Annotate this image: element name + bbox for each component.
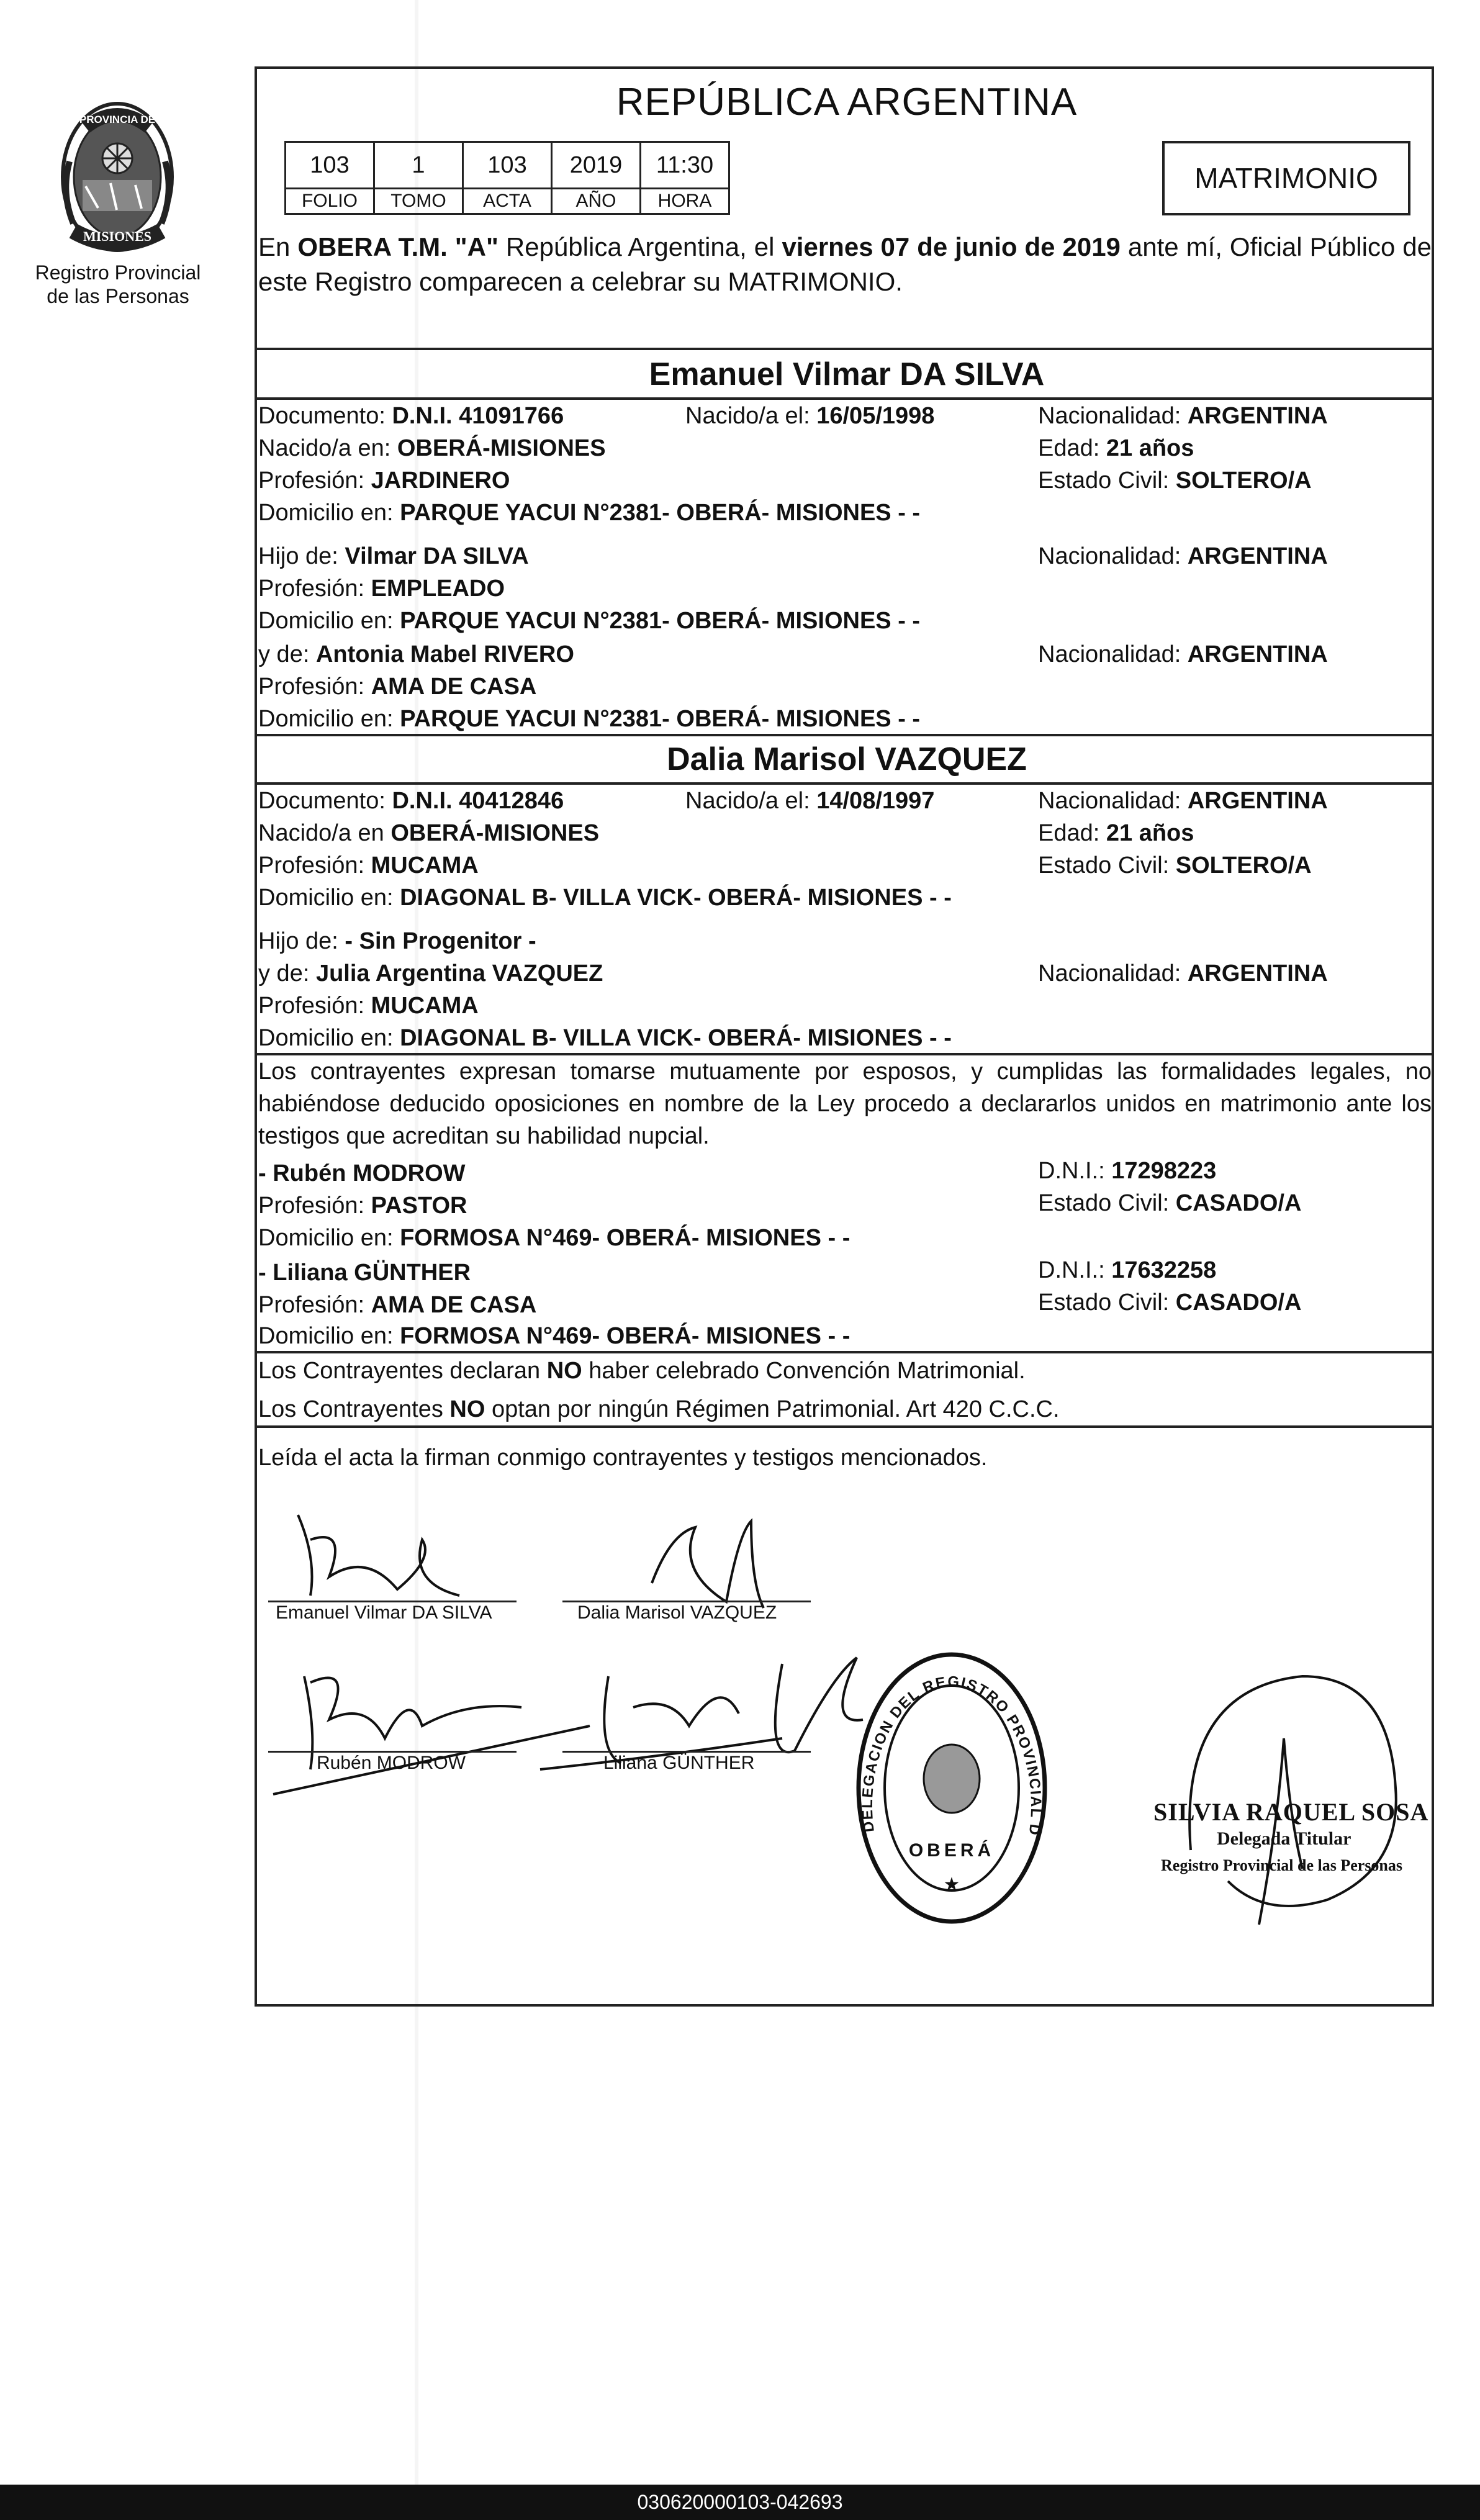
- bride-madre-domicilio: Domicilio en: DIAGONAL B- VILLA VICK- OBERÁ- MISIONES - -: [258, 1025, 952, 1051]
- witness1-domicilio: Domicilio en: FORMOSA N°469- OBERÁ- MISIONES - -: [258, 1225, 851, 1251]
- stamp-ring-text: DELEGACION DEL REGISTRO PROVINCIAL D: [859, 1673, 1045, 1838]
- groom-edad: Edad: 21 años: [1038, 435, 1194, 461]
- groom-documento: Documento: D.N.I. 41091766: [258, 403, 564, 429]
- folio-value: 103: [286, 142, 374, 189]
- groom-madre-domicilio: Domicilio en: PARQUE YACUI N°2381- OBERÁ- MISIONES - -: [258, 706, 921, 732]
- divider: [255, 348, 1434, 350]
- witness2-dni: D.N.I.: 17632258: [1038, 1257, 1217, 1283]
- groom-profesion: Profesión: JARDINERO: [258, 467, 510, 494]
- document-code-bar: 030620000103-042693: [0, 2485, 1480, 2520]
- groom-signature: [273, 1502, 472, 1614]
- official-organization: Registro Provincial de las Personas: [1161, 1856, 1403, 1874]
- acta-label: ACTA: [463, 189, 552, 214]
- bride-nacionalidad: Nacionalidad: ARGENTINA: [1038, 788, 1328, 814]
- groom-domicilio: Domicilio en: PARQUE YACUI N°2381- OBERÁ- MISIONES - -: [258, 500, 921, 526]
- bride-madre-profesion: Profesión: MUCAMA: [258, 993, 479, 1019]
- divider: [255, 1425, 1434, 1428]
- bride-estado-civil: Estado Civil: SOLTERO/A: [1038, 852, 1312, 878]
- anio-label: AÑO: [552, 189, 641, 214]
- emblem-text-top: PROVINCIA DE: [79, 114, 156, 125]
- bride-padre: Hijo de: - Sin Progenitor -: [258, 928, 536, 954]
- tomo-value: 1: [374, 142, 463, 189]
- witness2-signature: [534, 1639, 869, 1800]
- bride-signature-label: Dalia Marisol VAZQUEZ: [577, 1602, 777, 1623]
- tomo-label: TOMO: [374, 189, 463, 214]
- groom-nacido-el: Nacido/a el: 16/05/1998: [685, 403, 935, 429]
- bride-edad: Edad: 21 años: [1038, 820, 1194, 846]
- hora-label: HORA: [641, 189, 729, 214]
- witness1-profesion: Profesión: PASTOR: [258, 1193, 467, 1219]
- witness1-dni: D.N.I.: 17298223: [1038, 1158, 1217, 1184]
- witness1-signature-label: Rubén MODROW: [317, 1753, 466, 1773]
- witness1-name: - Rubén MODROW: [258, 1160, 466, 1186]
- hora-value: 11:30: [641, 142, 729, 189]
- bride-name-heading: Dalia Marisol VAZQUEZ: [667, 741, 1027, 777]
- province-emblem-logo: [48, 93, 186, 261]
- groom-padre-nacionalidad: Nacionalidad: ARGENTINA: [1038, 543, 1328, 569]
- groom-padre: Hijo de: Vilmar DA SILVA: [258, 543, 529, 569]
- official-name: SILVIA RAQUEL SOSA: [1153, 1798, 1429, 1826]
- stamp-center-text: OBERÁ: [908, 1840, 995, 1861]
- logo-caption-line1: Registro Provincial: [35, 261, 201, 284]
- intro-place: OBERA T.M. "A": [297, 232, 499, 261]
- groom-madre-profesion: Profesión: AMA DE CASA: [258, 674, 537, 700]
- logo-caption-line2: de las Personas: [47, 285, 189, 307]
- convencion-line1: Los Contrayentes declaran NO haber celebrado Convención Matrimonial.: [258, 1358, 1026, 1384]
- bride-signature: [615, 1509, 801, 1614]
- bride-nacido-en: Nacido/a en OBERÁ-MISIONES: [258, 820, 600, 846]
- bride-documento: Documento: D.N.I. 40412846: [258, 788, 564, 814]
- page-title: REPÚBLICA ARGENTINA: [616, 81, 1078, 124]
- closing-text: Leída el acta la firman conmigo contrayentes y testigos mencionados.: [258, 1445, 988, 1471]
- bride-madre-nacionalidad: Nacionalidad: ARGENTINA: [1038, 960, 1328, 987]
- registry-stamp: [849, 1645, 1054, 1931]
- bride-profesion: Profesión: MUCAMA: [258, 852, 479, 878]
- groom-padre-domicilio: Domicilio en: PARQUE YACUI N°2381- OBERÁ- MISIONES - -: [258, 608, 921, 634]
- anio-value: 2019: [552, 142, 641, 189]
- witness2-signature-label: Liliana GÜNTHER: [603, 1753, 755, 1773]
- groom-estado-civil: Estado Civil: SOLTERO/A: [1038, 467, 1312, 494]
- folio-table: [284, 141, 730, 215]
- bride-madre: y de: Julia Argentina VAZQUEZ: [258, 960, 603, 987]
- bride-nacido-el: Nacido/a el: 14/08/1997: [685, 788, 935, 814]
- groom-madre: y de: Antonia Mabel RIVERO: [258, 641, 574, 667]
- intro-paragraph: En OBERA T.M. "A" República Argentina, el viernes 07 de junio de 2019 ante mí, Oficial Público de este Registro comparecen a celebrar su MATRIMONIO.: [258, 232, 1432, 296]
- witness1-estado-civil: Estado Civil: CASADO/A: [1038, 1190, 1302, 1216]
- logo-caption: [19, 261, 217, 308]
- declaration-paragraph: Los contrayentes expresan tomarse mutuamente por esposos, y cumplidas las formalidades legales, no habiéndose deducido oposiciones en nombre de la Ley procedo a declararlos unidos en matrimonio ante los testigos que acreditan su habilidad nupcial.: [258, 1059, 1432, 1149]
- groom-madre-nacionalidad: Nacionalidad: ARGENTINA: [1038, 641, 1328, 667]
- emblem-text-bottom: MISIONES: [83, 228, 152, 244]
- groom-signature-label: Emanuel Vilmar DA SILVA: [276, 1602, 492, 1623]
- groom-name-heading: Emanuel Vilmar DA SILVA: [649, 356, 1045, 392]
- groom-nacionalidad: Nacionalidad: ARGENTINA: [1038, 403, 1328, 429]
- witness2-domicilio: Domicilio en: FORMOSA N°469- OBERÁ- MISIONES - -: [258, 1323, 851, 1349]
- star-icon: ★: [943, 1874, 960, 1895]
- acta-value: 103: [463, 142, 552, 189]
- witness2-profesion: Profesión: AMA DE CASA: [258, 1292, 537, 1318]
- official-role: Delegada Titular: [1217, 1828, 1351, 1849]
- groom-padre-profesion: Profesión: EMPLEADO: [258, 576, 505, 602]
- folio-label: FOLIO: [286, 189, 374, 214]
- groom-nacido-en: Nacido/a en: OBERÁ-MISIONES: [258, 435, 606, 461]
- divider: [255, 1351, 1434, 1353]
- intro-date: viernes 07 de junio de 2019: [782, 232, 1121, 261]
- convencion-line2: Los Contrayentes NO optan por ningún Régimen Patrimonial. Art 420 C.C.C.: [258, 1396, 1060, 1422]
- witness2-name: - Liliana GÜNTHER: [258, 1260, 471, 1286]
- document-type-box: MATRIMONIO: [1162, 141, 1410, 215]
- bride-domicilio: Domicilio en: DIAGONAL B- VILLA VICK- OBERÁ- MISIONES - -: [258, 885, 952, 911]
- witness2-estado-civil: Estado Civil: CASADO/A: [1038, 1289, 1302, 1316]
